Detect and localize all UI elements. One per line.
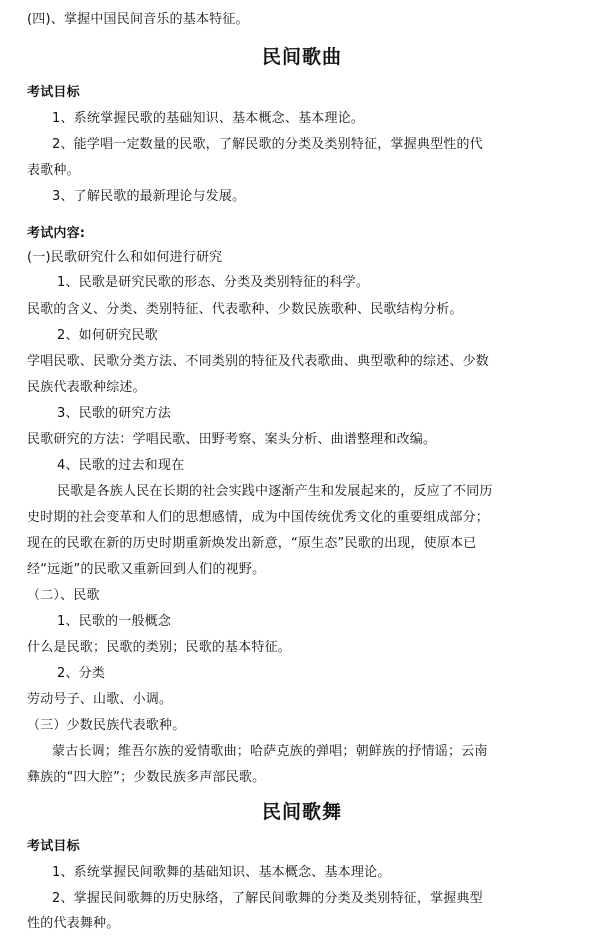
content-line: 什么是民歌；民歌的类别；民歌的基本特征。 [27,640,292,655]
content-line: 民歌的含义、分类、类别特征、代表歌种、少数民族歌种、民歌结构分析。 [27,302,463,317]
content-paragraph-line: 经“远逝”的民歌又重新回到人们的视野。 [27,562,266,577]
content-subheading: （二）、民歌 [27,588,100,603]
content-paragraph-line: 民歌是各族人民在长期的社会实践中逐渐产生和发展起来的，反应了不同历 [57,484,493,499]
goal-item: 1、系统掌握民歌的基础知识、基本概念、基本理论。 [52,111,365,126]
goal-heading: 考试目标 [27,85,80,100]
content-line: 1、民歌是研究民歌的形态、分类及类别特征的科学。 [57,275,370,290]
content-line: 民族代表歌种综述。 [27,380,146,395]
section-title-folk-songs: 民间歌曲 [261,46,342,68]
goal-item: 2、能学唱一定数量的民歌，了解民歌的分类及类别特征，掌握典型性的代 [52,137,483,152]
content-subheading: (一)民歌研究什么和如何进行研究 [27,250,223,265]
content-item-title: 1、民歌的一般概念 [57,614,172,629]
goal-heading: 考试目标 [27,839,80,854]
content-line: 劳动号子、山歌、小调。 [27,692,173,707]
goal-item-continued: 性的代表舞种。 [27,916,120,931]
section-title-folk-dances: 民间歌舞 [261,801,342,823]
content-paragraph-line: 现在的民歌在新的历史时期重新焕发出新意，“原生态”民歌的出现，使原本已 [27,536,477,551]
content-item-title: 4、民歌的过去和现在 [57,458,185,473]
content-paragraph-line: 蒙古长调；维吾尔族的爱情歌曲；哈萨克族的弹唱；朝鲜族的抒情谣；云南 [52,744,488,759]
goal-item: 3、了解民歌的最新理论与发展。 [52,189,246,204]
content-item-title: 2、分类 [57,666,106,681]
intro-line: (四)、掌握中国民间音乐的基本特征。 [27,12,249,27]
content-heading: 考试内容: [27,226,86,241]
goal-item-continued: 表歌种。 [27,163,80,178]
content-paragraph-line: 史时期的社会变革和人们的思想感情，成为中国传统优秀文化的重要组成部分； [27,510,490,525]
content-line: 学唱民歌、民歌分类方法、不同类别的特征及代表歌曲、典型歌种的综述、少数 [27,354,490,369]
content-paragraph-line: 彝族的“四大腔”；少数民族多声部民歌。 [27,770,266,785]
content-item-title: 3、民歌的研究方法 [57,406,172,421]
content-item-title: 2、如何研究民歌 [57,328,158,343]
content-line: 民歌研究的方法：学唱民歌、田野考察、案头分析、曲谱整理和改编。 [27,432,437,447]
goal-item: 2、掌握民间歌舞的历史脉络，了解民间歌舞的分类及类别特征，掌握典型 [52,891,483,906]
goal-item: 1、系统掌握民间歌舞的基础知识、基本概念、基本理论。 [52,865,391,880]
content-subheading: （三）少数民族代表歌种。 [27,718,186,733]
